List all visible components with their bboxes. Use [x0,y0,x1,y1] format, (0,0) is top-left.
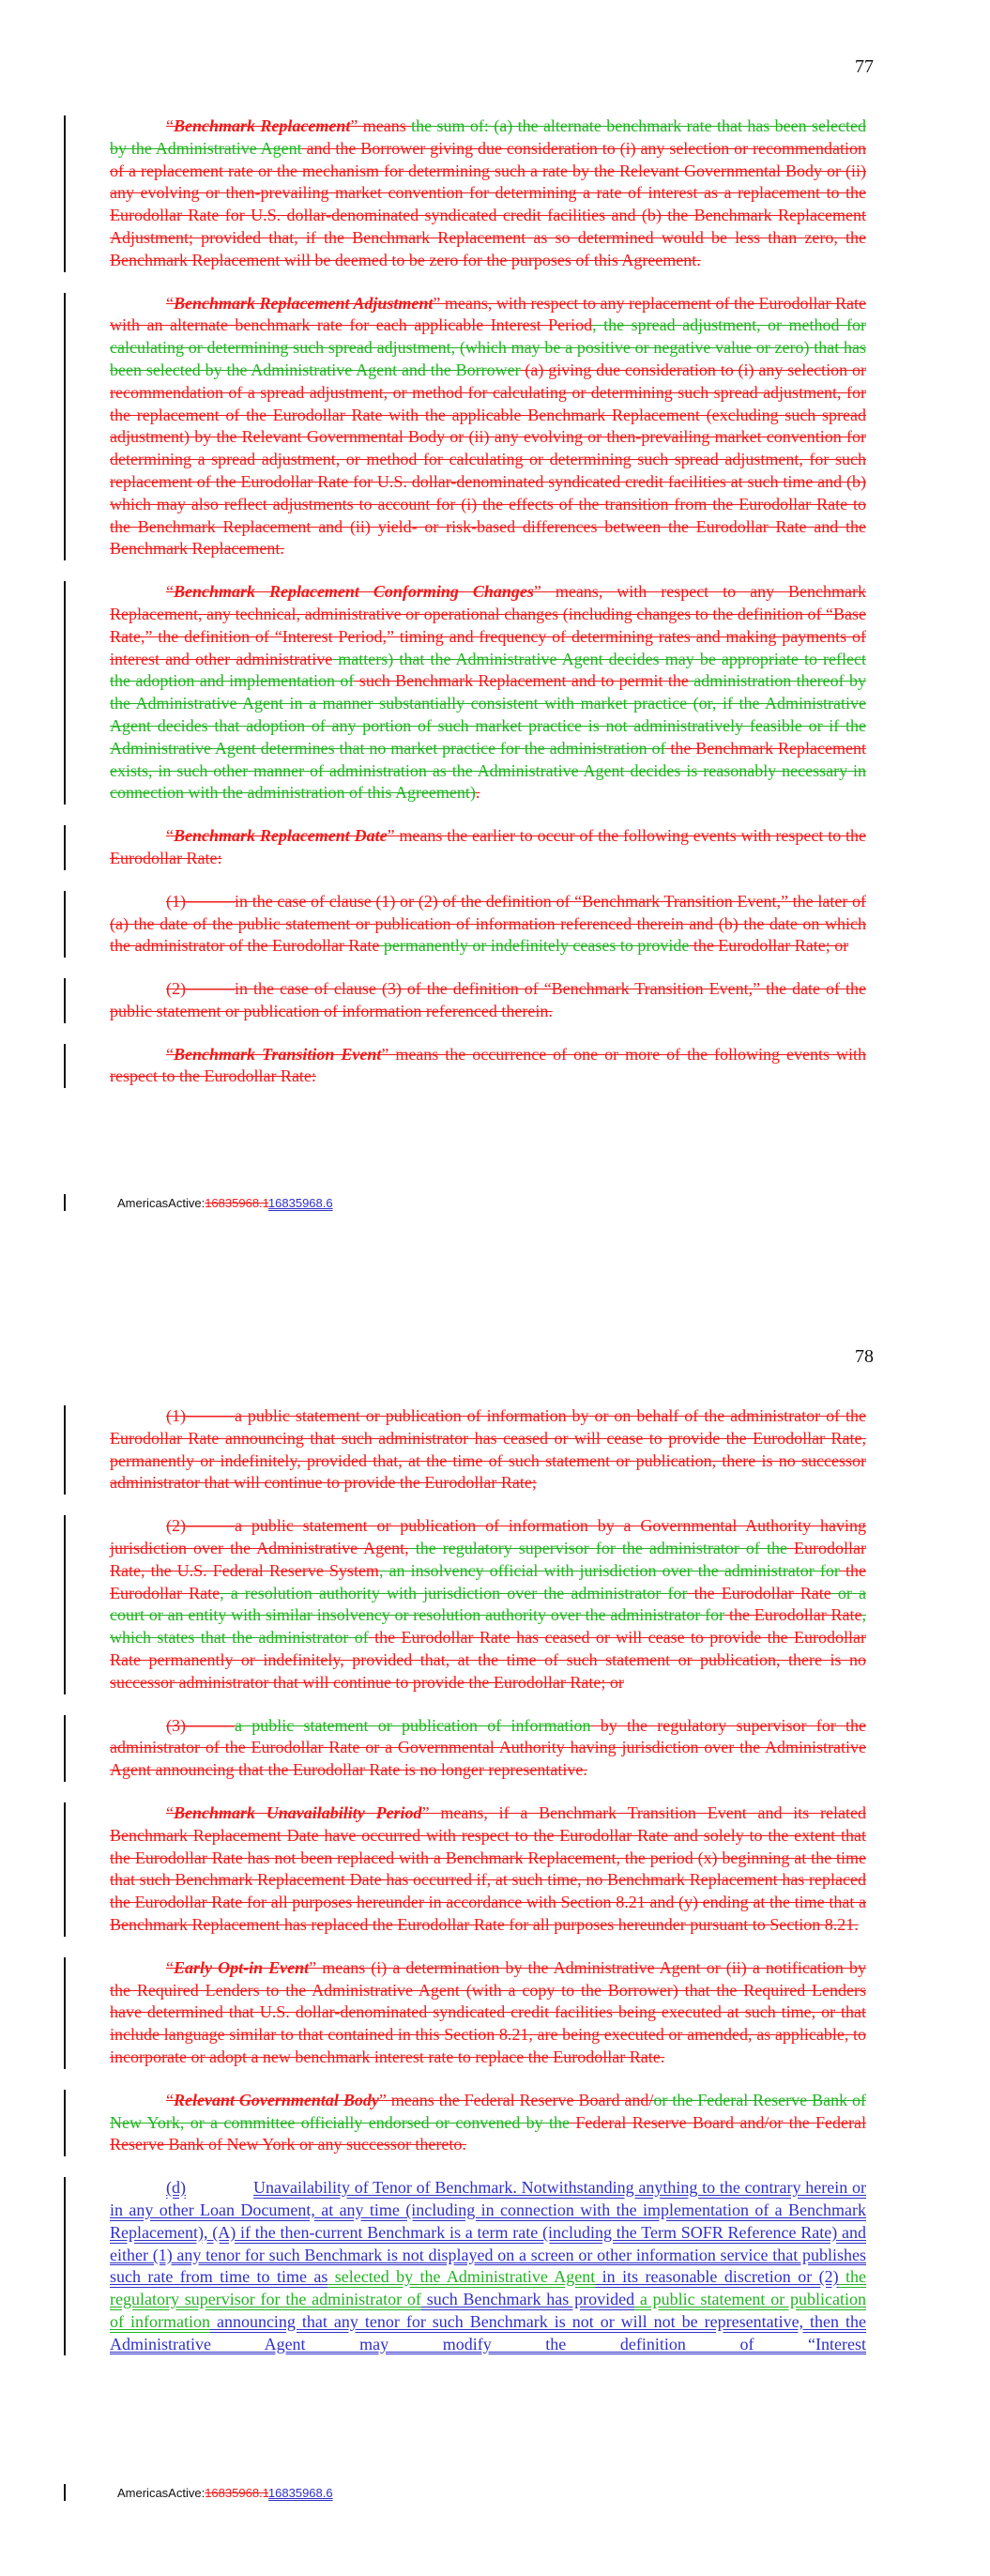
deleted-text: (3) [166,1715,186,1735]
deleted-text: “ [166,582,174,602]
deleted-text: ” means the occurrence of one or more of the following events with respect to the Eurodollar Rate: [110,1044,866,1086]
deleted-text: ” means, if a Benchmark Transition Event and its related Benchmark Replacement Date have occurred with respect to the Eurodollar Rate and solely to the extent that the Eurodollar Rate has not been replaced with a Benchmark Replacement, the period (x) beginning at the time that such Benchmark Replacement Date has occurred if, at such time, no Benchmark Replacement has replaced the Eurodollar Rate for all purposes hereunder in accordance with Section 8.21 and (y) ending at the time that a Benchmark Replacement has replaced the Eurodollar Rate for all purposes hereunder pursuant to Section 8.21. [110,1802,866,1934]
defined-term: Benchmark Replacement Conforming Changes [174,582,534,602]
redline-paragraph [110,1405,866,1495]
footer-prefix: AmericasActive: [117,2486,206,2500]
redline-paragraph [110,2090,866,2156]
page-78 [0,1290,990,2576]
deleted-tab-mark [186,985,235,994]
moved-to-text: a public statement or publication of information [110,2290,867,2331]
page-77 [0,0,990,1286]
deleted-text: Federal Reserve Board and/or the Federal Reserve Bank of New York or any successor thereto. [110,2112,867,2154]
footer-deleted-doc-id: 16835968.1 [205,2486,268,2500]
deleted-text: “ [166,1044,174,1064]
redline-paragraph [110,2177,866,2355]
moved-to-text: the regulatory supervisor for the administrator of [110,2267,866,2309]
deleted-text: . [475,783,480,803]
redline-paragraph [110,293,866,561]
deleted-text: “ [166,293,174,313]
footer-inserted-doc-id: 16835968.6 [267,2486,333,2500]
page-content [110,115,866,1109]
deleted-text: “ [166,826,174,846]
redline-paragraph [110,825,866,870]
deleted-text: ” means, with respect to any replacement of the Eurodollar Rate with an alternate benchmark rate for each applicable Interest Period [110,293,866,335]
inserted-text: such Benchmark has provided [420,2290,635,2309]
deleted-text: “ [166,116,174,135]
document-footer [117,2486,333,2500]
deleted-text: ” means (i) a determination by the Administrative Agent or (ii) a notification by the Required Lenders to the Administrative Agent (with a copy to the Borrower) that the Required Lenders have determined that U.S. dollar-denominated syndicated credit facilities being executed at such time, or that include language similar to that contained in this Section 8.21, are being executed or amended, as applicable, to incorporate or adopt a new benchmark interest rate to replace the Eurodollar Rate. [110,1957,866,2066]
deleted-text: ” means the Federal Reserve Board and/ [378,2090,654,2109]
deleted-text: Eurodollar Rate, the U.S. Federal Reserve System [110,1538,867,1580]
defined-term: Benchmark Replacement Adjustment [174,293,434,313]
moved-from-text: , a resolution authority with jurisdiction over the administrator for [220,1583,688,1602]
moved-from-text: or the Federal Reserve Bank of New York, or a committee officially endorsed or convened by the [110,2090,867,2132]
footer-prefix: AmericasActive: [117,1196,206,1210]
deleted-text: such Benchmark Replacement and to permit the [354,671,689,691]
moved-from-text: the sum of: (a) the alternate benchmark rate that has been selected by the Administrative Agent [110,116,866,158]
moved-from-text: , the spread adjustment, or method for calculating or determining such spread adjustment, (which may be a positive or negative value or zero) that has been selected by the Administrative Agent and the Borrower [110,315,867,379]
deleted-text: (1) [166,1406,186,1425]
deleted-text: (1) [166,891,186,911]
redline-paragraph [110,1515,866,1694]
redline-paragraph [110,978,866,1023]
redline-paragraph [110,891,866,958]
defined-term: Early Opt-in Event [174,1957,310,1977]
deleted-text: the Eurodollar Rate has ceased or will cease to provide the Eurodollar Rate permanently or indefinitely, provided that, at the time of such statement or publication, there is no successor administrator that will continue to provide the Eurodollar Rate; or [110,1628,866,1692]
deleted-text: ” means the earlier to occur of the following events with respect to the Eurodollar Rate: [110,826,866,867]
inserted-text: (d) [166,2178,186,2198]
footer-inserted-doc-id: 16835968.6 [267,1196,333,1210]
moved-from-text: administration thereof by the Administrative Agent in a manner substantially consistent with market practice (or, if the Administrative Agent decides that adoption of any portion of such market practice is not administratively feasible or if the Administrative Agent determines that no market practice for the administration of [110,671,867,758]
moved-from-text: exists, in such other manner of administration as the Administrative Agent decides is reasonably necessary in connection with the administration of this Agreement) [110,760,866,803]
deleted-text: in the case of clause (1) or (2) of the definition of “Benchmark Transition Event,” the later of (a) the date of the public statement or publication of information referenced therein and (b) the date on which the administrator of the Eurodollar Rate [110,891,866,956]
deleted-text: “ [166,1957,174,1977]
page-content [110,1405,866,2376]
redline-paragraph [110,115,866,272]
page-number: 78 [855,1346,874,1367]
defined-term: Relevant Governmental Body [174,2090,379,2109]
deleted-tab-mark [186,897,235,907]
deleted-tab-mark [186,1722,235,1731]
moved-from-text: the regulatory supervisor for the administrator of the [408,1538,787,1557]
moved-to-text: selected by the Administrative Agent [327,2267,596,2287]
deleted-text: the Benchmark Replacement [665,738,866,758]
deleted-text: the Eurodollar Rate [110,1560,866,1602]
deleted-text: ” means [350,116,412,135]
deleted-text: (a) giving due consideration to (i) any selection or recommendation of a spread adjustment, or method for calculating or determining such spread adjustment, for the replacement of the Eurodollar Rate with the applicable Benchmark Replacement (excluding such spread adjustment) by the Relevant Governmental Body or (ii) any evolving or then-prevailing market convention for determining a spread adjustment, or method for calculating or determining such spread adjustment, for such replacement of the Eurodollar Rate for U.S. dollar-denominated syndicated credit facilities at such time and (b) which may also reflect adjustments to account for (i) the effects of the transition from the Eurodollar Rate to the Benchmark Replacement and (ii) yield- or risk-based differences between the Eurodollar Rate and the Benchmark Replacement. [110,360,867,559]
redline-paragraph [110,1957,866,2069]
deleted-tab-mark [186,1412,235,1421]
inserted-text: announcing that any tenor for such Benchmark is not or will not be representative, then the Administrative Agent may modify the definition of “Interest [110,2311,867,2354]
deleted-text: a public statement or publication of information by a Governmental Authority having jurisdiction over the Administrative Agent, [110,1516,866,1557]
deleted-text: “ [166,1802,174,1822]
footer-deleted-doc-id: 16835968.1 [205,1196,268,1210]
defined-term: Benchmark Unavailability Period [174,1802,422,1822]
moved-from-text: matters) that the Administrative Agent decides may be appropriate to reflect the adoption and implementation of [110,649,866,691]
deleted-text: the Eurodollar Rate [687,1583,831,1602]
deleted-text: the Eurodollar Rate [724,1605,862,1625]
deleted-text: and the Borrower giving due consideration to (i) any selection or recommendation of a replacement rate or the mechanism for determining such a rate by the Relevant Governmental Body or (ii) any evolving or then-prevailing market convention for determining a rate of interest as a replacement to the Eurodollar Rate for U.S. dollar-denominated syndicated credit facilities and (b) the Benchmark Replacement Adjustment; provided that, if the Benchmark Replacement as so determined would be less than zero, the Benchmark Replacement will be deemed to be zero for the purposes of this Agreement. [110,138,866,269]
redline-paragraph [110,1715,866,1782]
moved-from-text: , which states that the administrator of [110,1605,867,1648]
deleted-text: the Eurodollar Rate; or [689,936,849,956]
deleted-text: in the case of clause (3) of the definition of “Benchmark Transition Event,” the date of the public statement or publication of information referenced therein. [110,979,866,1020]
deleted-text: “ [166,2090,174,2109]
redline-paragraph [110,581,866,805]
deleted-text: ” means, with respect to any Benchmark Replacement, any technical, administrative or operational changes (including changes to the definition of “Base Rate,” the definition of “Interest Period,” timing and frequency of determining rates and making payments of interest and other administrative [110,582,866,668]
defined-term: Benchmark Replacement Date [174,826,388,846]
redline-paragraph [110,1044,866,1089]
deleted-text: a public statement or publication of information by or on behalf of the administrator of the Eurodollar Rate announcing that such administrator has ceased or will cease to provide the Eurodollar Rate, permanently or indefinitely, provided that, at the time of such statement or publication, there is no successor administrator that will continue to provide the Eurodollar Rate; [110,1406,866,1493]
deleted-text: (2) [166,1516,186,1536]
inserted-text: Unavailability of Tenor of Benchmark. Notwithstanding anything to the contrary herein or in any other Loan Document, at any time (including in connection with the implementation of a Benchmark Replacement), (A) if the then-current Benchmark is a term rate (including the Term SOFR Reference Rate) and either (1) any tenor for such Benchmark is not displayed on a screen or other information service that publishes such rate from time to time as [110,2178,866,2287]
deleted-text: (2) [166,979,186,999]
moved-from-text: , an insolvency official with jurisdiction over the administrator for [378,1560,840,1580]
defined-term: Benchmark Transition Event [174,1044,382,1064]
deleted-tab-mark [186,1522,235,1531]
redline-paragraph [110,1802,866,1937]
inserted-text: in its reasonable discretion or (2) [595,2267,839,2287]
moved-from-text: permanently or indefinitely ceases to provide [379,936,690,956]
deleted-text: by the regulatory supervisor for the administrator of the Eurodollar Rate or a Governmental Authority having jurisdiction over the Administrative Agent announcing that the Eurodollar Rate is no longer representative. [110,1715,866,1780]
defined-term: Benchmark Replacement [174,116,351,135]
moved-from-text: or a court or an entity with similar insolvency or resolution authority over the administrator for [110,1583,867,1625]
tab-space [186,2184,253,2193]
document-footer [117,1196,333,1210]
page-number: 77 [855,56,874,77]
moved-from-text: a public statement or publication of information [235,1715,591,1735]
